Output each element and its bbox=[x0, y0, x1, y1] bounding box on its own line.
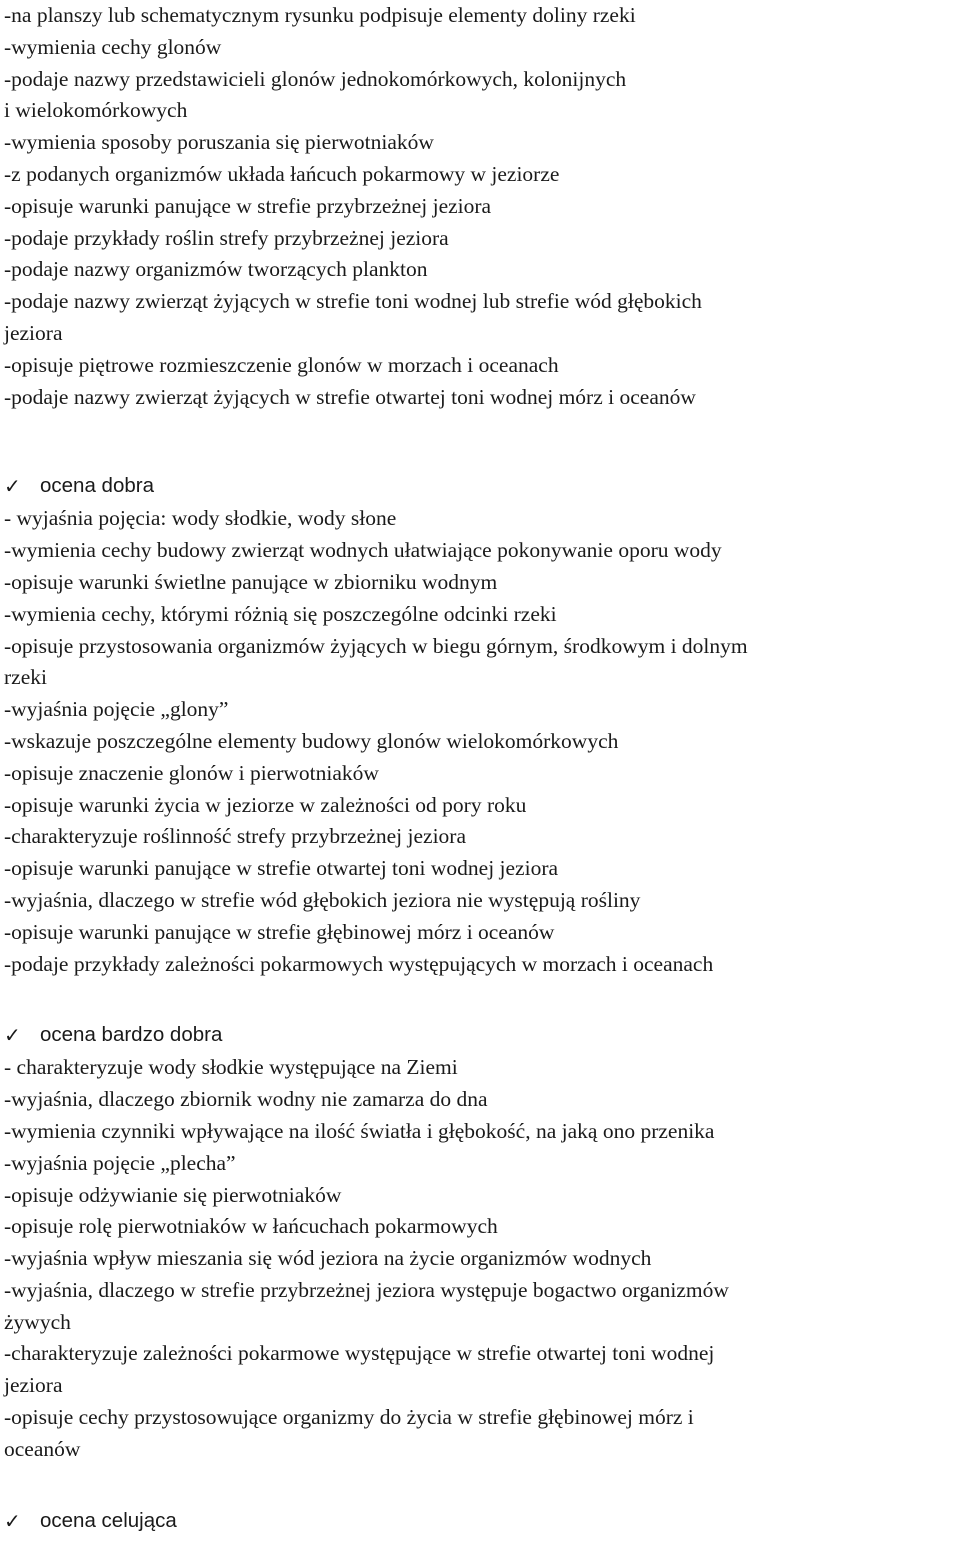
text-line: -na planszy lub schematycznym rysunku podpisuje elementy doliny rzeki bbox=[4, 3, 636, 27]
text-line: -opisuje rolę pierwotniaków w łańcuchach pokarmowych bbox=[4, 1214, 498, 1239]
text-line: - wyjaśnia pojęcia: wody słodkie, wody słone bbox=[4, 506, 397, 531]
text-line: -opisuje warunki świetlne panujące w zbiorniku wodnym bbox=[4, 569, 498, 594]
text-line: -charakteryzuje zależności pokarmowe występujące w strefie otwartej toni wodnej bbox=[4, 1341, 715, 1366]
text-line: -wymienia cechy glonów bbox=[4, 34, 222, 59]
section-gap bbox=[4, 413, 956, 469]
text-line: -podaje nazwy przedstawicieli glonów jednokomórkowych, kolonijnych bbox=[4, 66, 627, 91]
grade-heading bbox=[4, 1504, 956, 1538]
grade-heading-label: ocena dobra bbox=[40, 474, 154, 498]
text-line: -wyjaśnia pojęcie „plecha” bbox=[4, 1150, 236, 1175]
section-ocena-bardzo-dobra bbox=[4, 1018, 956, 1465]
text-line: -wyjaśnia, dlaczego w strefie wód głębokich jeziora nie występują rośliny bbox=[4, 887, 641, 912]
text-line: -wymienia cechy budowy zwierząt wodnych ułatwiające pokonywanie oporu wody bbox=[4, 538, 722, 563]
grade-heading-label: ocena celująca bbox=[40, 1508, 177, 1532]
text-line: -wyjaśnia wpływ mieszania się wód jeziora na życie organizmów wodnych bbox=[4, 1246, 652, 1271]
text-line: oceanów bbox=[4, 1436, 81, 1461]
text-line: -opisuje warunki życia w jeziorze w zależności od pory roku bbox=[4, 792, 527, 817]
text-line: -podaje nazwy zwierząt żyjących w strefie toni wodnej lub strefie wód głębokich bbox=[4, 289, 702, 314]
text-line: -wymienia czynniki wpływające na ilość światła i głębokość, na jaką ono przenika bbox=[4, 1118, 715, 1143]
text-line: -z podanych organizmów układa łańcuch pokarmowy w jeziorze bbox=[4, 161, 560, 186]
text-line: -opisuje znaczenie glonów i pierwotniaków bbox=[4, 760, 379, 785]
text-line: -podaje przykłady roślin strefy przybrzeżnej jeziora bbox=[4, 225, 449, 250]
text-line: -wyjaśnia, dlaczego zbiornik wodny nie zamarza do dna bbox=[4, 1087, 488, 1112]
text-line: jeziora bbox=[4, 1373, 63, 1398]
text-line: -opisuje odżywianie się pierwotniaków bbox=[4, 1182, 342, 1207]
text-line: -opisuje warunki panujące w strefie otwartej toni wodnej jeziora bbox=[4, 856, 559, 881]
grade-heading bbox=[4, 1018, 956, 1052]
text-line: -opisuje przystosowania organizmów żyjących w biegu górnym, środkowym i dolnym bbox=[4, 633, 748, 658]
checkmark-icon: ✓ bbox=[4, 1508, 21, 1533]
text-line: -opisuje cechy przystosowujące organizmy do życia w strefie głębinowej mórz i bbox=[4, 1405, 694, 1430]
grade-heading-label: ocena bardzo dobra bbox=[40, 1023, 223, 1047]
text-line: -wyjaśnia pojęcie „glony” bbox=[4, 697, 229, 722]
text-line: -podaje nazwy organizmów tworzących plankton bbox=[4, 257, 428, 282]
text-line: rzeki bbox=[4, 665, 47, 690]
checkmark-icon: ✓ bbox=[4, 1023, 21, 1048]
text-line: -podaje przykłady zależności pokarmowych występujących w morzach i oceanach bbox=[4, 951, 714, 976]
text-line: -wskazuje poszczególne elementy budowy glonów wielokomórkowych bbox=[4, 728, 619, 753]
text-line: jeziora bbox=[4, 320, 63, 345]
text-line: żywych bbox=[4, 1309, 71, 1334]
text-line: -wymienia cechy, którymi różnią się poszczególne odcinki rzeki bbox=[4, 601, 557, 626]
checkmark-icon: ✓ bbox=[4, 474, 21, 499]
section-ocena-celujaca bbox=[4, 1504, 956, 1538]
text-line: -charakteryzuje roślinność strefy przybrzeżnej jeziora bbox=[4, 824, 467, 849]
document-page bbox=[4, 0, 956, 1538]
text-line: i wielokomórkowych bbox=[4, 98, 188, 123]
text-line: -podaje nazwy zwierząt żyjących w strefie otwartej toni wodnej mórz i oceanów bbox=[4, 384, 696, 409]
text-line: - charakteryzuje wody słodkie występujące na Ziemi bbox=[4, 1055, 458, 1080]
text-line: -opisuje warunki panujące w strefie przybrzeżnej jeziora bbox=[4, 193, 492, 218]
section-gap bbox=[4, 980, 956, 1018]
section-ocena-dobra bbox=[4, 469, 956, 980]
section-gap bbox=[4, 1466, 956, 1504]
grade-heading bbox=[4, 469, 956, 503]
section-top bbox=[4, 0, 956, 413]
text-line: -opisuje piętrowe rozmieszczenie glonów w morzach i oceanach bbox=[4, 352, 559, 377]
text-line: -wyjaśnia, dlaczego w strefie przybrzeżnej jeziora występuje bogactwo organizmów bbox=[4, 1277, 729, 1302]
text-line: -wymienia sposoby poruszania się pierwotniaków bbox=[4, 130, 434, 155]
text-line: -opisuje warunki panujące w strefie głębinowej mórz i oceanów bbox=[4, 919, 555, 944]
